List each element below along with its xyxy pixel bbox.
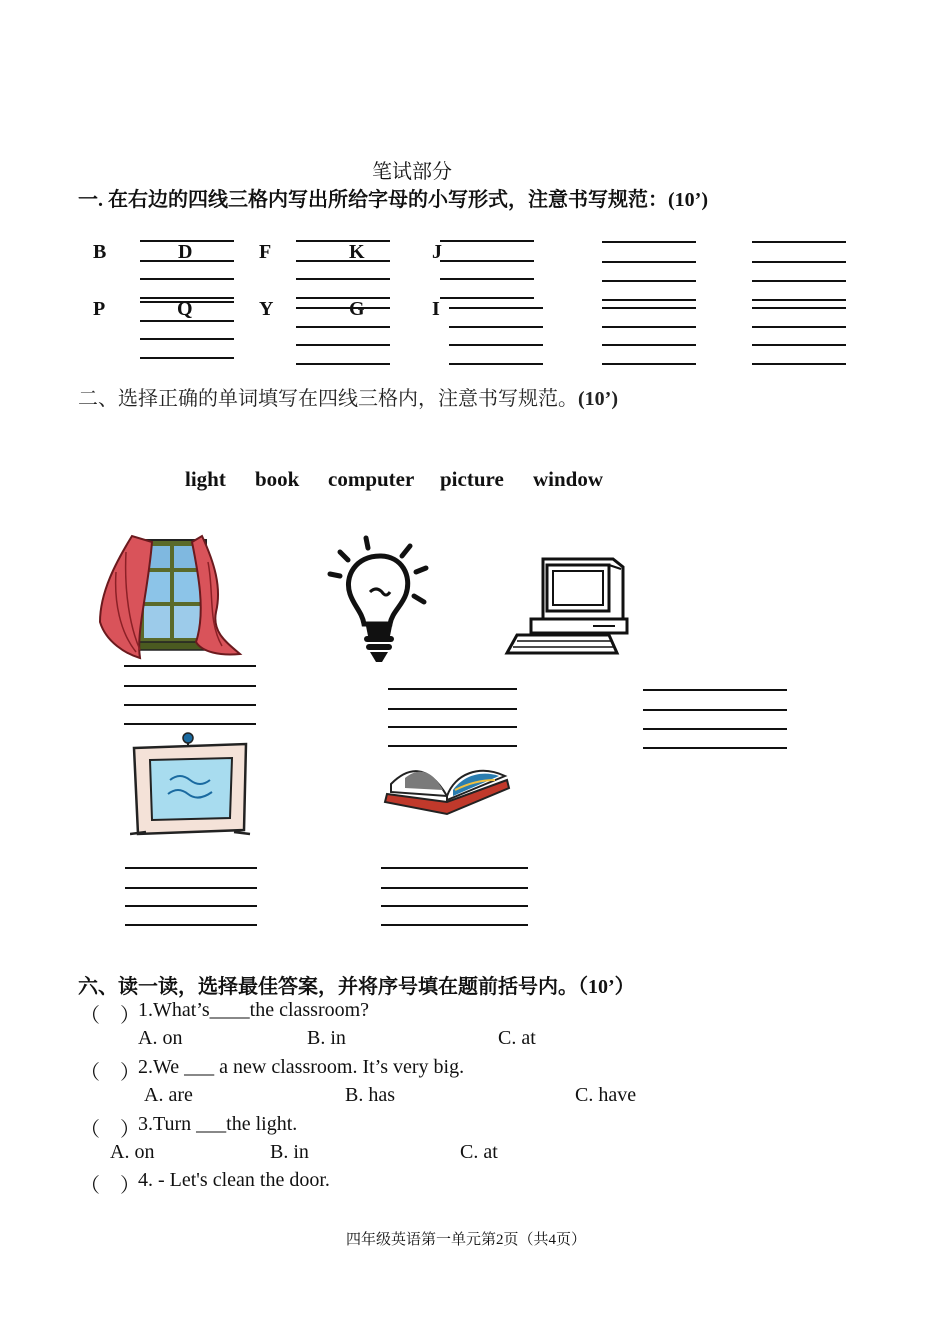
word-window: window	[533, 467, 604, 491]
question-4-bracket[interactable]: （ ）	[80, 1175, 140, 1197]
window-icon	[96, 532, 244, 660]
question-2-option-a: A. are	[144, 1084, 193, 1106]
letter-p: P	[93, 298, 106, 320]
letter-b: B	[93, 241, 107, 263]
light-bulb-icon	[326, 532, 434, 666]
question-3-option-c: C. at	[460, 1141, 498, 1163]
question-2-bracket[interactable]: （ ）	[80, 1062, 140, 1084]
letter-j: J	[432, 241, 442, 263]
letter-i: I	[432, 298, 440, 320]
letter-f: F	[259, 241, 272, 263]
question-2-text: 2.We ___ a new classroom. It’s very big.	[138, 1056, 465, 1078]
question-1-bracket[interactable]: （ ）	[80, 1005, 140, 1027]
word-book: book	[255, 467, 300, 491]
letter-q: Q	[177, 298, 193, 320]
footer-mid: 页（共	[503, 1232, 549, 1248]
question-1-option-b: B. in	[307, 1027, 346, 1049]
word-light: light	[185, 467, 226, 491]
section6-score: 10’	[588, 976, 615, 998]
question-1-option-a: A. on	[138, 1027, 183, 1049]
word-picture: picture	[440, 467, 504, 491]
framed-picture-icon	[130, 730, 252, 840]
question-1-text: 1.What’s____the classroom?	[138, 999, 370, 1021]
question-2-option-b: B. has	[345, 1084, 395, 1106]
question-2-option-c: C. have	[575, 1084, 637, 1106]
footer-total-pages: 4	[548, 1232, 557, 1248]
open-book-icon	[383, 754, 511, 820]
section2-heading-text: 二、选择正确的单词填写在四线三格内，注意书写规范。	[78, 388, 578, 410]
word-computer: computer	[328, 467, 415, 491]
section2-heading	[78, 382, 618, 411]
page-footer	[346, 1228, 586, 1249]
section6-heading-text: 六、读一读，选择最佳答案，并将序号填在题前括号内。（	[78, 976, 588, 998]
letter-y: Y	[259, 298, 274, 320]
page-title: 笔试部分	[372, 161, 452, 183]
footer-post: 页）	[556, 1232, 587, 1248]
section1-score: (10’)	[668, 189, 708, 211]
footer-page-number: 2	[496, 1232, 504, 1248]
question-3-bracket[interactable]: （ ）	[80, 1119, 140, 1141]
letter-g: G	[349, 298, 365, 320]
question-3-option-b: B. in	[270, 1141, 309, 1163]
section1-heading	[78, 183, 708, 212]
section6-heading	[78, 970, 635, 999]
letter-k: K	[349, 241, 365, 263]
question-3-option-a: A. on	[110, 1141, 155, 1163]
section2-score: (10’)	[578, 388, 618, 410]
question-1-option-c: C. at	[498, 1027, 536, 1049]
question-4-text: 4. - Let's clean the door.	[138, 1169, 330, 1191]
footer-pre: 四年级英语第一单元第	[346, 1232, 497, 1248]
section1-heading-text: 一. 在右边的四线三格内写出所给字母的小写形式，注意书写规范：	[78, 189, 668, 211]
question-3-text: 3.Turn ___the light.	[138, 1113, 298, 1135]
computer-icon	[503, 555, 629, 659]
section6-heading-end: ）	[614, 976, 635, 998]
letter-d: D	[178, 241, 193, 263]
